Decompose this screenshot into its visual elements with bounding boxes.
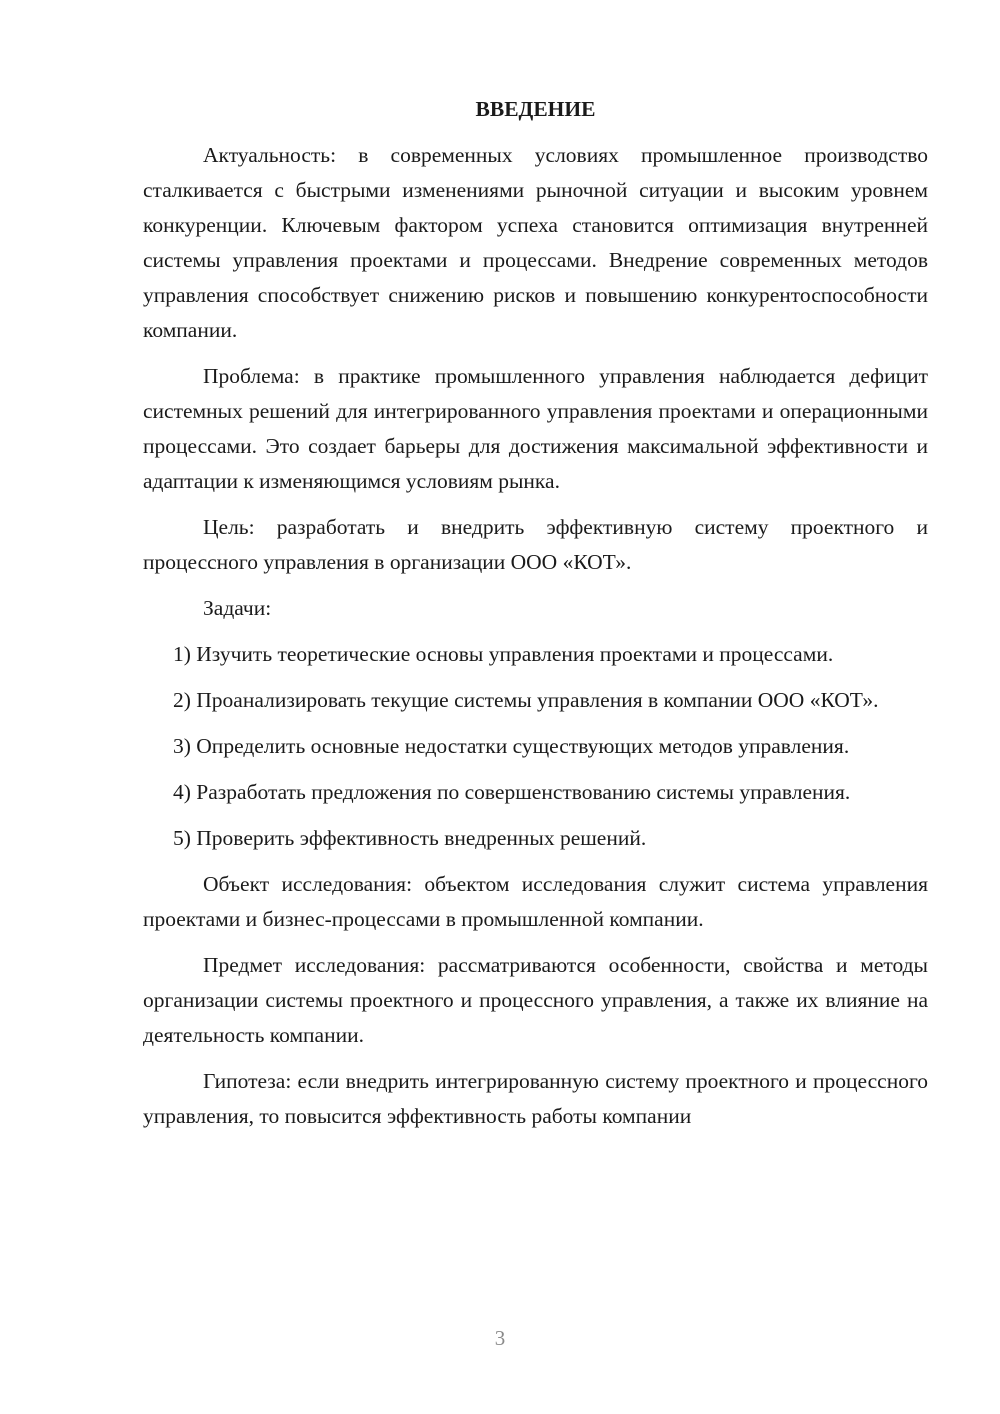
task-item: 2) Проанализировать текущие системы управления в компании ООО «КОТ». [173, 688, 879, 712]
paragraph-subject: Предмет исследования: рассматриваются особенности, свойства и методы организации системы проектного и процессного управления, а также их влияние на деятельность компании. [143, 953, 928, 1047]
task-item: 4) Разработать предложения по совершенствованию системы управления. [173, 780, 851, 804]
document-page [143, 92, 928, 1134]
task-item: 1) Изучить теоретические основы управления проектами и процессами. [173, 642, 834, 666]
tasks-list [143, 637, 928, 856]
task-item: 5) Проверить эффективность внедренных решений. [173, 826, 647, 850]
tasks-label: Задачи: [203, 596, 272, 620]
paragraph-object: Объект исследования: объектом исследования служит система управления проектами и бизнес-процессами в промышленной компании. [143, 872, 928, 931]
paragraph-goal: Цель: разработать и внедрить эффективную систему проектного и процессного управления в организации ООО «КОТ». [143, 515, 928, 574]
page-number: 3 [494, 1326, 506, 1350]
section-heading: ВВЕДЕНИЕ [475, 97, 596, 121]
paragraph-problem: Проблема: в практике промышленного управления наблюдается дефицит системных решений для интегрированного управления проектами и операционными процессами. Это создает барьеры для достижения максимальной эффективности и адаптации к изменяющимся условиям рынка. [143, 364, 928, 493]
task-item: 3) Определить основные недостатки существующих методов управления. [173, 734, 850, 758]
paragraph-hypothesis: Гипотеза: если внедрить интегрированную систему проектного и процессного управления, то повысится эффективность работы компании [143, 1069, 928, 1128]
paragraph-relevance: Актуальность: в современных условиях промышленное производство сталкивается с быстрыми изменениями рыночной ситуации и высоким уровнем конкуренции. Ключевым фактором успеха становится оптимизация внутренней системы управления проектами и процессами. Внедрение современных методов управления способствует снижению рисков и повышению конкурентоспособности компании. [143, 143, 928, 342]
